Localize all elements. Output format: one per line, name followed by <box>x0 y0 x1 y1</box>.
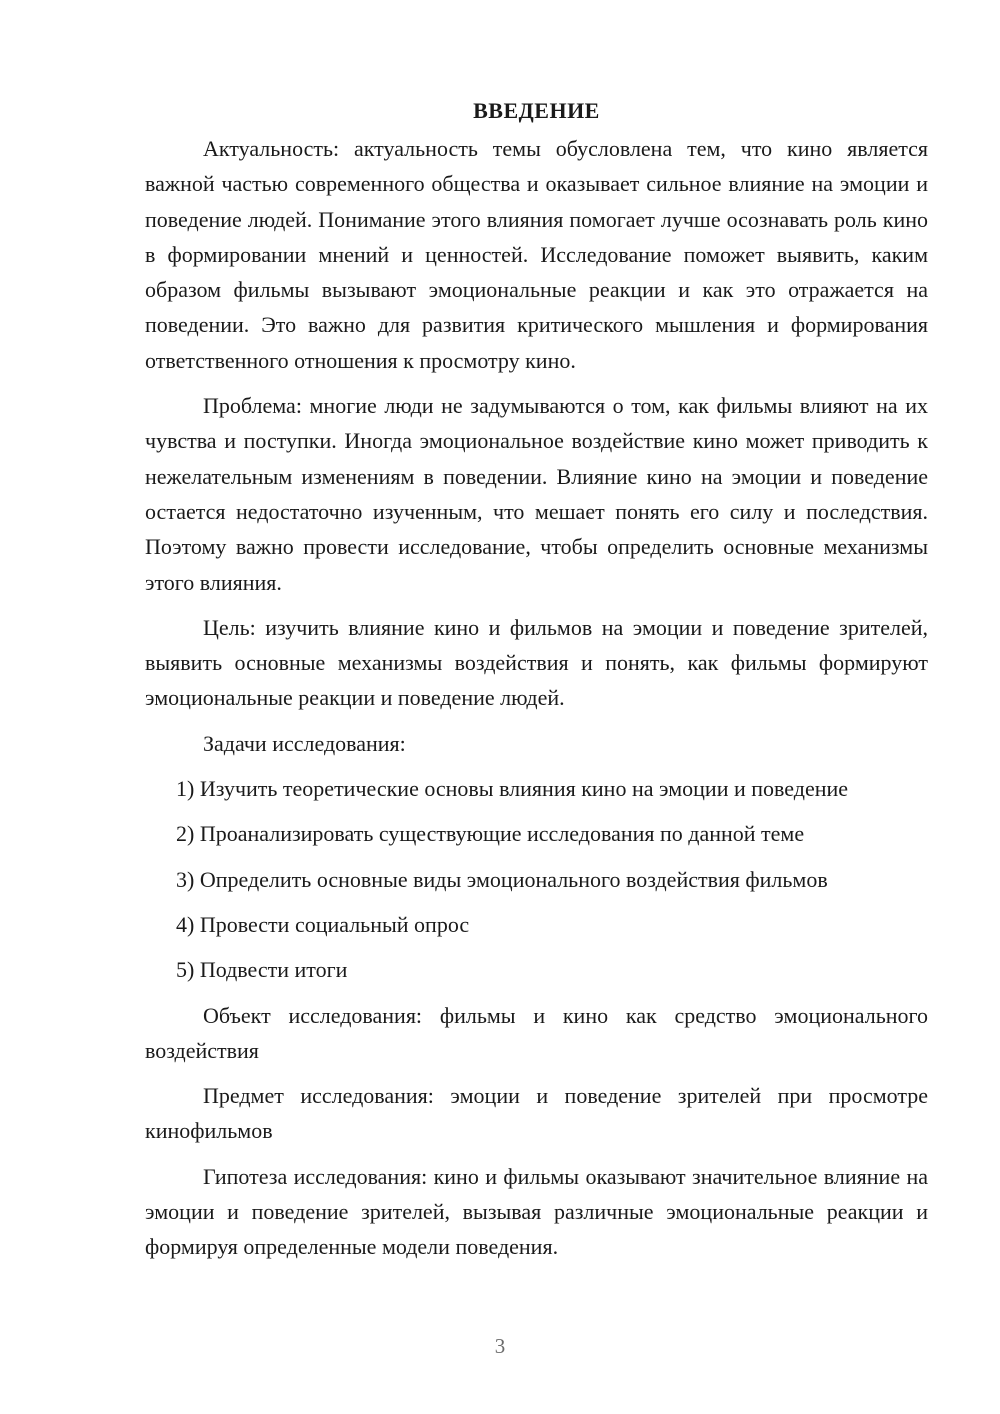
hypothesis-paragraph: Гипотеза исследования: кино и фильмы оказывают значительное влияние на эмоции и поведение зрителей, вызывая различные эмоциональные реакции и формируя определенные модели поведения. <box>145 1163 928 1260</box>
tasks-list <box>145 771 928 987</box>
problem-paragraph: Проблема: многие люди не задумываются о том, как фильмы влияют на их чувства и поступки. Иногда эмоциональное воздействие кино может приводить к нежелательным изменениям в поведении. Влияние кино на эмоции и поведение остается недостаточно изученным, что мешает понять его силу и последствия. Поэтому важно провести исследование, чтобы определить основные механизмы этого влияния. <box>145 393 928 595</box>
relevance-paragraph: Актуальность: актуальность темы обусловлена тем, что кино является важной частью современного общества и оказывает сильное влияние на эмоции и поведение людей. Понимание этого влияния помогает лучше осознавать роль кино в формировании мнений и ценностей. Исследование поможет выявить, каким образом фильмы вызывают эмоциональные реакции и как это отражается на поведении. Это важно для развития критического мышления и формирования ответственного отношения к просмотру кино. <box>145 136 928 373</box>
goal-paragraph: Цель: изучить влияние кино и фильмов на эмоции и поведение зрителей, выявить основные механизмы воздействия и понять, как фильмы формируют эмоциональные реакции и поведение людей. <box>145 614 928 711</box>
page-number: 3 <box>494 1334 506 1358</box>
task-item-4: 4) Провести социальный опрос <box>176 911 470 937</box>
task-item-1: 1) Изучить теоретические основы влияния кино на эмоции и поведение <box>176 776 849 802</box>
task-item-3: 3) Определить основные виды эмоционального воздействия фильмов <box>176 866 828 892</box>
task-item-5: 5) Подвести итоги <box>176 957 348 983</box>
page-title: ВВЕДЕНИЕ <box>473 98 600 123</box>
task-item-2: 2) Проанализировать существующие исследования по данной теме <box>176 821 805 847</box>
object-paragraph: Объект исследования: фильмы и кино как средство эмоционального воздействия <box>145 1002 928 1063</box>
document-page <box>145 96 928 1275</box>
subject-paragraph: Предмет исследования: эмоции и поведение зрителей при просмотре кинофильмов <box>145 1083 928 1144</box>
tasks-heading: Задачи исследования: <box>203 730 406 756</box>
